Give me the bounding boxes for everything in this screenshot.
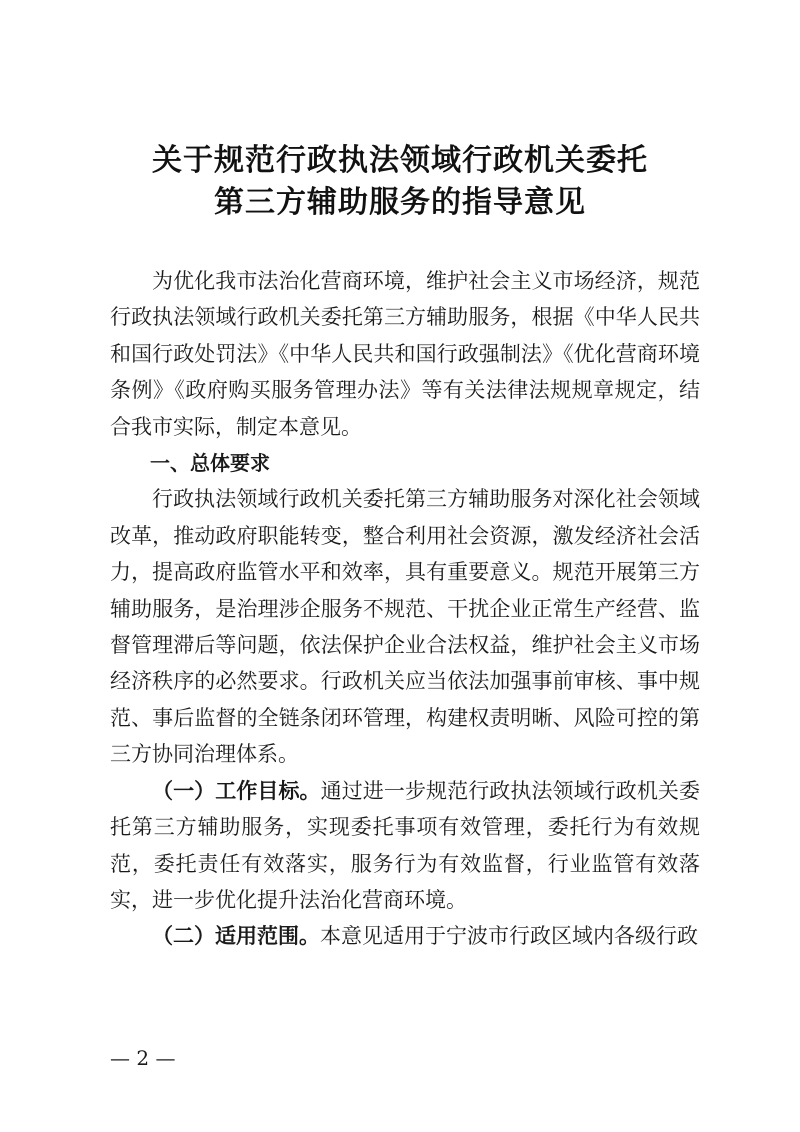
section-heading-overall-requirements: 一、总体要求 (150, 451, 270, 476)
section-1-paragraph: 行政执法领域行政机关委托第三方辅助服务对深化社会领域改革，推动政府职能转变，整合利用社会资源，激发经济社会活力，提高政府监管水平和效率，具有重要意义。规范开展第三方辅助服务，是治理涉企服务不规范、干扰企业正常生产经营、监督管理滞后等问题，依法保护企业合法权益，维护社会主义市场经济秩序的必然要求。行政机关应当依法加强事前审核、事中规范、事后监督的全链条闭环管理，构建权责明晰、风险可控的第三方协同治理体系。 (110, 487, 700, 767)
item-scope-text: 本意见适用于宁波市行政区域内各级行政 (320, 924, 698, 949)
item-scope (110, 918, 700, 954)
item-work-goals (110, 773, 700, 919)
document-body (110, 263, 700, 955)
intro-paragraph: 为优化我市法治化营商环境，维护社会主义市场经济，规范行政执法领域行政机关委托第三方辅助服务，根据《中华人民共和国行政处罚法》《中华人民共和国行政强制法》《优化营商环境条例》《政府购买服务管理办法》等有关法律法规规章规定，结合我市实际，制定本意见。 (110, 269, 700, 439)
item-scope-label: （二）适用范围。 (152, 924, 320, 949)
title-line-1: 关于规范行政执法领域行政机关委托 (152, 143, 648, 178)
title-line-2: 第三方辅助服务的指导意见 (214, 185, 586, 220)
document-title (0, 140, 800, 224)
page-number: — 2 — (110, 1046, 176, 1070)
item-work-goals-label: （一）工作目标。 (152, 778, 321, 803)
item-work-goals-text: 通过进一步规范行政执法领域行政机关委托第三方辅助服务，实现委托事项有效管理，委托行为有效规范，委托责任有效落实，服务行为有效监督，行业监管有效落实，进一步优化提升法治化营商环境。 (110, 778, 700, 912)
